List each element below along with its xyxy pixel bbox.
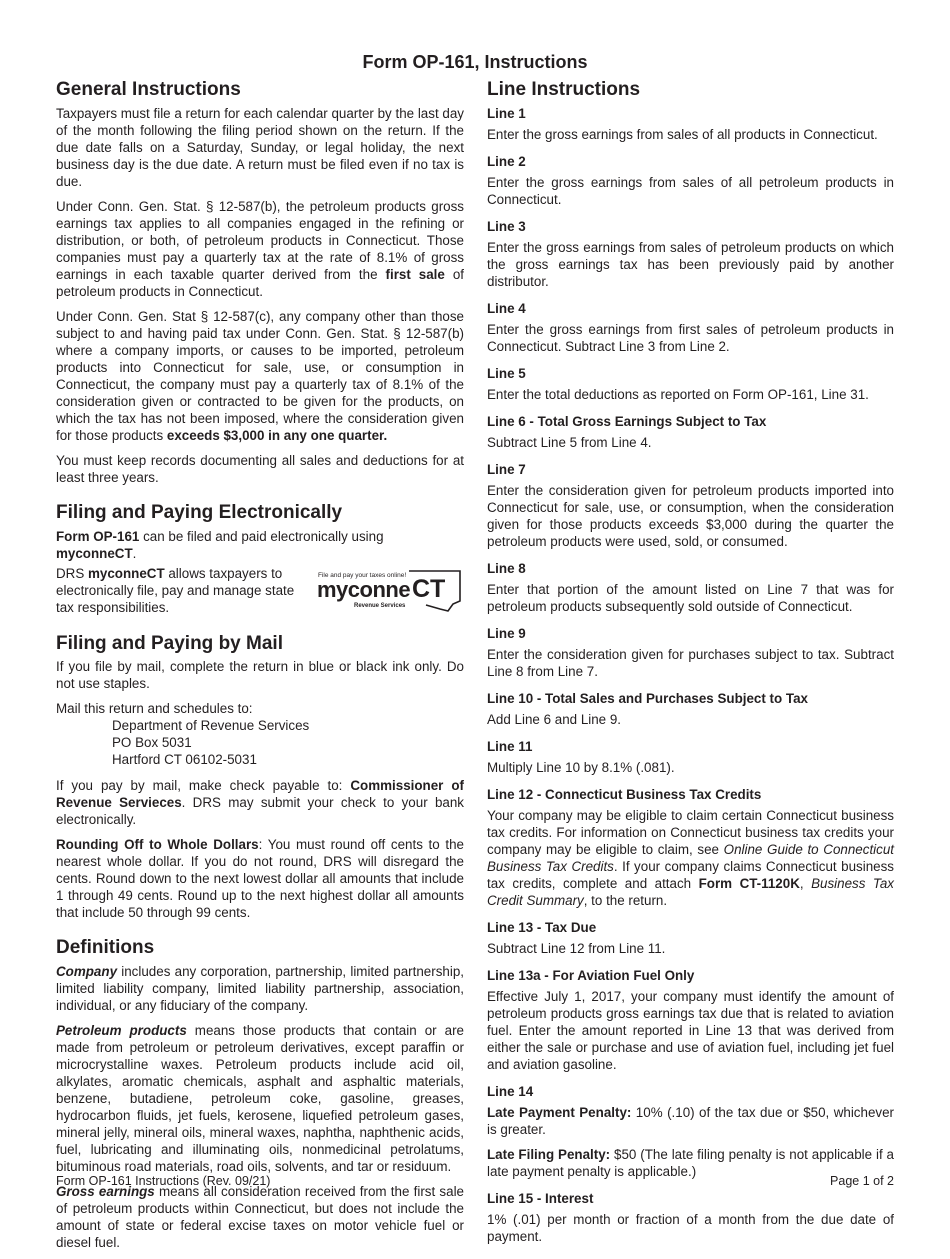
myconnect-logo[interactable] — [316, 567, 464, 615]
line-9: Line 9 Enter the consideration given for purchases subject to tax. Subtract Line 8 from Line 7. — [487, 625, 894, 679]
electronic-heading: Filing and Paying Electronically — [56, 501, 343, 523]
general-p2: Under Conn. Gen. Stat. § 12-587(b), the petroleum products gross earnings tax applies to all companies engaged in the refining or distribution, or both, of petroleum products in Connecticut. Those companies must pay a quarterly tax at the rate of 8.1% of gross earnings in each taxable quarter derived from the first sale of petroleum products in Connecticut. — [56, 198, 464, 299]
line-instructions-heading: Line Instructions — [487, 79, 641, 100]
mail-heading: Filing and Paying by Mail — [56, 632, 283, 654]
line-11: Line 11 Multiply Line 10 by 8.1% (.081). — [487, 738, 675, 775]
footer-form-revision: Form OP-161 Instructions (Rev. 09/21) — [56, 1174, 271, 1188]
mailing-address — [56, 700, 464, 768]
line-13a: Line 13a - For Aviation Fuel Only Effective July 1, 2017, your company must identify the amount of petroleum products gross earnings tax due that is related to aviation fuel. Enter the amount reported in Line 13 that was derived from either the sale or purchase and use of aviation fuel, including jet fuel and aviation gasoline. — [487, 967, 894, 1072]
general-p3: Under Conn. Gen. Stat § 12-587(c), any company other than those subject to and having paid tax under Conn. Gen. Stat. § 12-587(b) where a company imports, or causes to be imported, petroleum products into Connecticut for sale, use, or consumption in Connecticut, the company must pay a quarterly tax of 8.1% of the consideration given or contracted to be given for the products, on which the tax has not been imposed, where the consideration given for those products exceeds $3,000 in any one quarter. — [56, 308, 464, 443]
address-label: Mail this return and schedules to: — [56, 701, 253, 717]
line-7: Line 7 Enter the consideration given for petroleum products imported into Connecticut for sale, use, or consumption, when the consideration given for those products exceeds $3,000 during the quarter the petroleum products were used, sold, or consumed. — [487, 461, 894, 549]
line-6: Line 6 - Total Gross Earnings Subject to Tax Subtract Line 5 from Line 4. — [487, 413, 767, 450]
page-title: Form OP-161, Instructions — [362, 52, 588, 72]
general-p1: Taxpayers must file a return for each calendar quarter by the last day of the month following the filing period shown on the return. If the due date falls on a Saturday, Sunday, or legal holiday, the next business day is the due date. A return must be filed even if no tax is due. — [56, 105, 464, 189]
logo-ct: CT — [412, 574, 446, 603]
definitions-heading: Definitions — [56, 937, 155, 959]
definition-petroleum-products: Petroleum products means those products that contain or are made from petroleum or petroleum derivatives, except paraffin or microcrystalline waxes. Petroleum products include acid oil, alkylates, aromatic chemicals, asphalt and asphaltic materials, benzene, butadiene, petroleum coke, gasoline, greases, hydrocarbon fluids, jet fuels, kerosene, liquefied petroleum gases, mineral jelly, mineral oils, mineral waxes, naphtha, naphthenic acids, fuel, lubricating and illuminating oils, nonmedicinal petrolatums, bituminous road materials, road oils, solvents, and tar or residuum. — [56, 1023, 464, 1174]
line-1: Line 1 Enter the gross earnings from sales of all products in Connecticut. — [487, 105, 878, 142]
footer-page-number: Page 1 of 2 — [830, 1174, 894, 1188]
general-instructions-heading: General Instructions — [56, 79, 241, 100]
mail-p2: If you pay by mail, make check payable to: Commissioner of Revenue Servieces. DRS may submit your check to your bank electronically. — [56, 778, 464, 828]
mail-p1: If you file by mail, complete the return in blue or black ink only. Do not use staples. — [56, 659, 464, 692]
line-14: Line 14 Late Payment Penalty: 10% (.10) of the tax due or $50, whichever is greater. Late Filing Penalty: $50 (The late filing penalty is not applicable if a late payment penalty is applicable.) — [487, 1083, 895, 1179]
right-column — [487, 78, 894, 1255]
address-line: PO Box 5031 — [112, 735, 192, 751]
logo-sub: Revenue Services — [354, 602, 406, 609]
line-15: Line 15 - Interest 1% (.01) per month or fraction of a month from the due date of payment. — [487, 1190, 894, 1244]
electronic-row — [56, 565, 464, 624]
rounding-paragraph: Rounding Off to Whole Dollars: You must round off cents to the nearest whole dollar. If you do not round, DRS will disregard the cents. Round down to the next lowest dollar all amounts that include 1 through 49 cents. Round up to the next highest dollar all amounts that include 50 through 99 cents. — [56, 837, 464, 921]
line-10: Line 10 - Total Sales and Purchases Subject to Tax Add Line 6 and Line 9. — [487, 690, 808, 727]
address-line: Hartford CT 06102-5031 — [112, 752, 257, 768]
electronic-line2: DRS myconneCT allows taxpayers to electronically file, pay and manage state tax responsibilities. — [56, 565, 295, 615]
line-12: Line 12 - Connecticut Business Tax Credits Your company may be eligible to claim certain Connecticut business tax credits. For information on Connecticut business tax credits your company may be eligible to claim, see Online Guide to Connecticut Business Tax Credits. If your company claims Connecticut business tax credits, complete and attach Form CT-1120K, Business Tax Credit Summary, to the return. — [487, 786, 895, 908]
line-13: Line 13 - Tax Due Subtract Line 12 from Line 11. — [487, 919, 666, 956]
line-8: Line 8 Enter that portion of the amount listed on Line 7 that was for petroleum products subsequently sold outside of Connecticut. — [487, 560, 894, 614]
address-line: Department of Revenue Services — [112, 718, 310, 734]
left-column — [56, 78, 464, 1259]
line-5: Line 5 Enter the total deductions as reported on Form OP-161, Line 31. — [487, 365, 869, 402]
logo-tagline: File and pay your taxes online! — [318, 571, 407, 579]
logo-word: myconne — [317, 576, 411, 602]
definition-gross-earnings: Gross earnings means all consideration received from the first sale of petroleum products within Connecticut, but does not include the amount of state or federal excise taxes on motor vehicle fuel or diesel fuel. — [56, 1184, 464, 1250]
definition-company: Company includes any corporation, partnership, limited partnership, limited liability company, limited liability partnership, association, individual, or any fiduciary of the company. — [56, 964, 464, 1013]
line-4: Line 4 Enter the gross earnings from first sales of petroleum products in Connecticut. Subtract Line 3 from Line 2. — [487, 300, 894, 354]
electronic-line1: Form OP-161 can be filed and paid electronically using myconneCT. — [56, 528, 384, 561]
line-3: Line 3 Enter the gross earnings from sales of petroleum products on which the gross earnings tax has been previously paid by another distributor. — [487, 218, 894, 289]
line-2: Line 2 Enter the gross earnings from sales of all petroleum products in Connecticut. — [487, 153, 894, 207]
general-p4: You must keep records documenting all sales and deductions for at least three years. — [56, 452, 464, 485]
